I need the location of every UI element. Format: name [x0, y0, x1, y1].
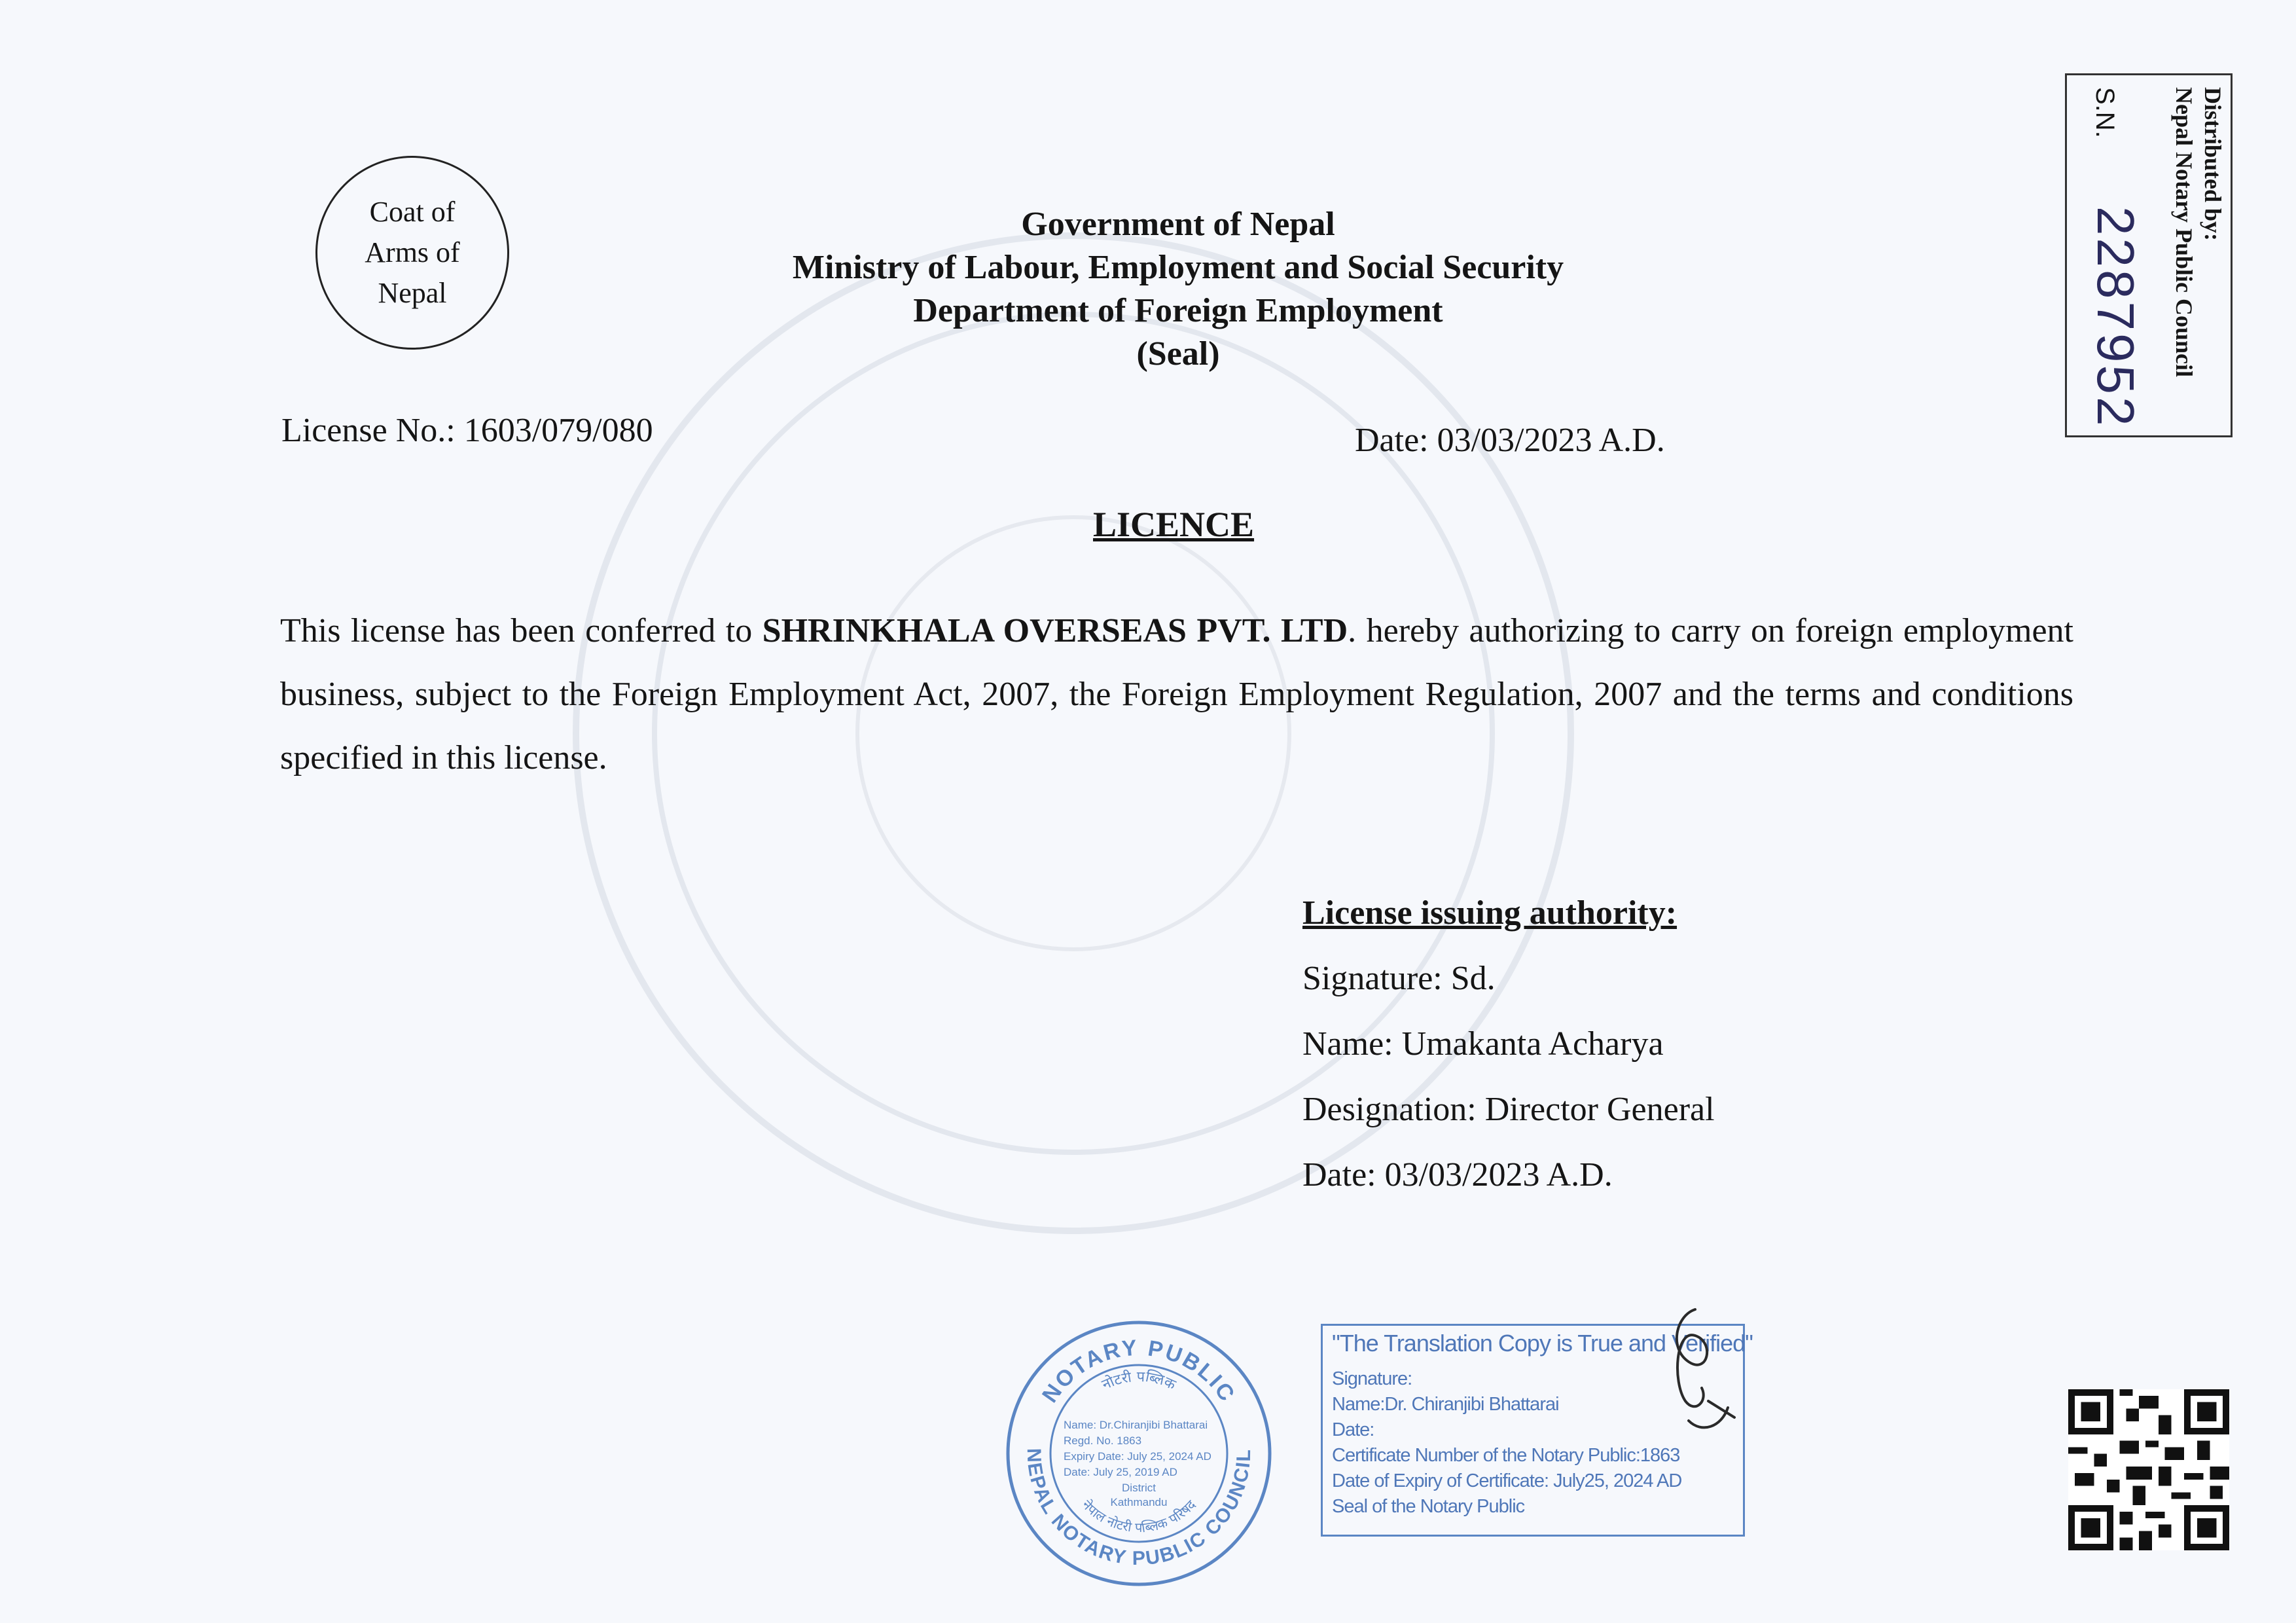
- seal-bottom-text: NEPAL NOTARY PUBLIC COUNCIL: [1022, 1448, 1255, 1570]
- qr-code: [2068, 1389, 2229, 1550]
- issuing-authority-block: [1302, 894, 1715, 1221]
- authority-name: Name: Umakanta Acharya: [1302, 1025, 1664, 1063]
- emblem-line-2: Arms of: [365, 236, 460, 268]
- ministry-title: Ministry of Labour, Employment and Social Security: [792, 249, 1564, 286]
- serial-number-box: [2065, 73, 2233, 437]
- authority-designation: Designation: Director General: [1302, 1091, 1715, 1128]
- verification-seal-label: Seal of the Notary Public: [1332, 1496, 1525, 1517]
- seal-date: Date: July 25, 2019 AD: [1064, 1466, 1177, 1478]
- serial-number: 2287952: [2087, 206, 2145, 429]
- body-intro: This license has been conferred to: [280, 612, 762, 649]
- body-rest: . hereby authorizing to carry on foreign employment business, subject to the Foreign Employment Act, 2007, the Foreign Employment Regulation, 2007 and the terms and conditions specified in this license.: [280, 612, 2074, 776]
- department-title: Department of Foreign Employment: [913, 292, 1443, 329]
- seal-name: Name: Dr.Chiranjibi Bhattarai: [1064, 1419, 1208, 1431]
- license-number: License No.: 1603/079/080: [281, 412, 653, 449]
- distributor-name: Nepal Notary Public Council: [2171, 87, 2197, 378]
- authority-signature: Signature: Sd.: [1302, 960, 1496, 997]
- verification-date: Date:: [1332, 1419, 1374, 1440]
- serial-label: S.N.: [2090, 87, 2119, 138]
- authority-heading: License issuing authority:: [1302, 894, 1677, 932]
- verification-quote: "The Translation Copy is True and Verified": [1332, 1330, 1753, 1357]
- license-body: [280, 599, 2073, 790]
- handwritten-signature: [1649, 1303, 1748, 1453]
- verification-signature: Signature:: [1332, 1368, 1412, 1389]
- government-title: Government of Nepal: [1021, 206, 1335, 243]
- verification-expiry: Date of Expiry of Certificate: July25, 2024 AD: [1332, 1470, 1682, 1491]
- seal-expiry: Expiry Date: July 25, 2024 AD: [1064, 1450, 1211, 1463]
- company-name: SHRINKHALA OVERSEAS PVT. LTD: [762, 612, 1348, 649]
- seal-nepali-top: नोटरी पब्लिक: [1100, 1368, 1178, 1394]
- svg-text:नोटरी पब्लिक: [1100, 1368, 1179, 1394]
- letterhead: [655, 203, 1702, 376]
- authority-date: Date: 03/03/2023 A.D.: [1302, 1156, 1613, 1194]
- verification-cert-number: Certificate Number of the Notary Public:1863: [1332, 1445, 1680, 1466]
- distributed-by-label: Distributed by:: [2200, 87, 2226, 242]
- seal-label: (Seal): [1136, 335, 1220, 373]
- emblem-line-3: Nepal: [378, 277, 447, 309]
- seal-top-text: NOTARY PUBLIC: [1037, 1335, 1241, 1408]
- seal-district-name: Kathmandu: [1110, 1496, 1168, 1508]
- document-title: LICENCE: [1093, 505, 1255, 544]
- seal-regd: Regd. No. 1863: [1064, 1434, 1142, 1447]
- verification-name: Name:Dr. Chiranjibi Bhattarai: [1332, 1394, 1559, 1415]
- coat-of-arms-emblem: [315, 156, 509, 350]
- emblem-line-1: Coat of: [369, 196, 456, 228]
- seal-nepali-bottom: नेपाल नोटरी पब्लिक परिषद: [1079, 1497, 1199, 1536]
- notary-public-stamp: [1001, 1316, 1276, 1591]
- seal-district: District: [1122, 1482, 1156, 1494]
- issue-date: Date: 03/03/2023 A.D.: [1355, 422, 1665, 459]
